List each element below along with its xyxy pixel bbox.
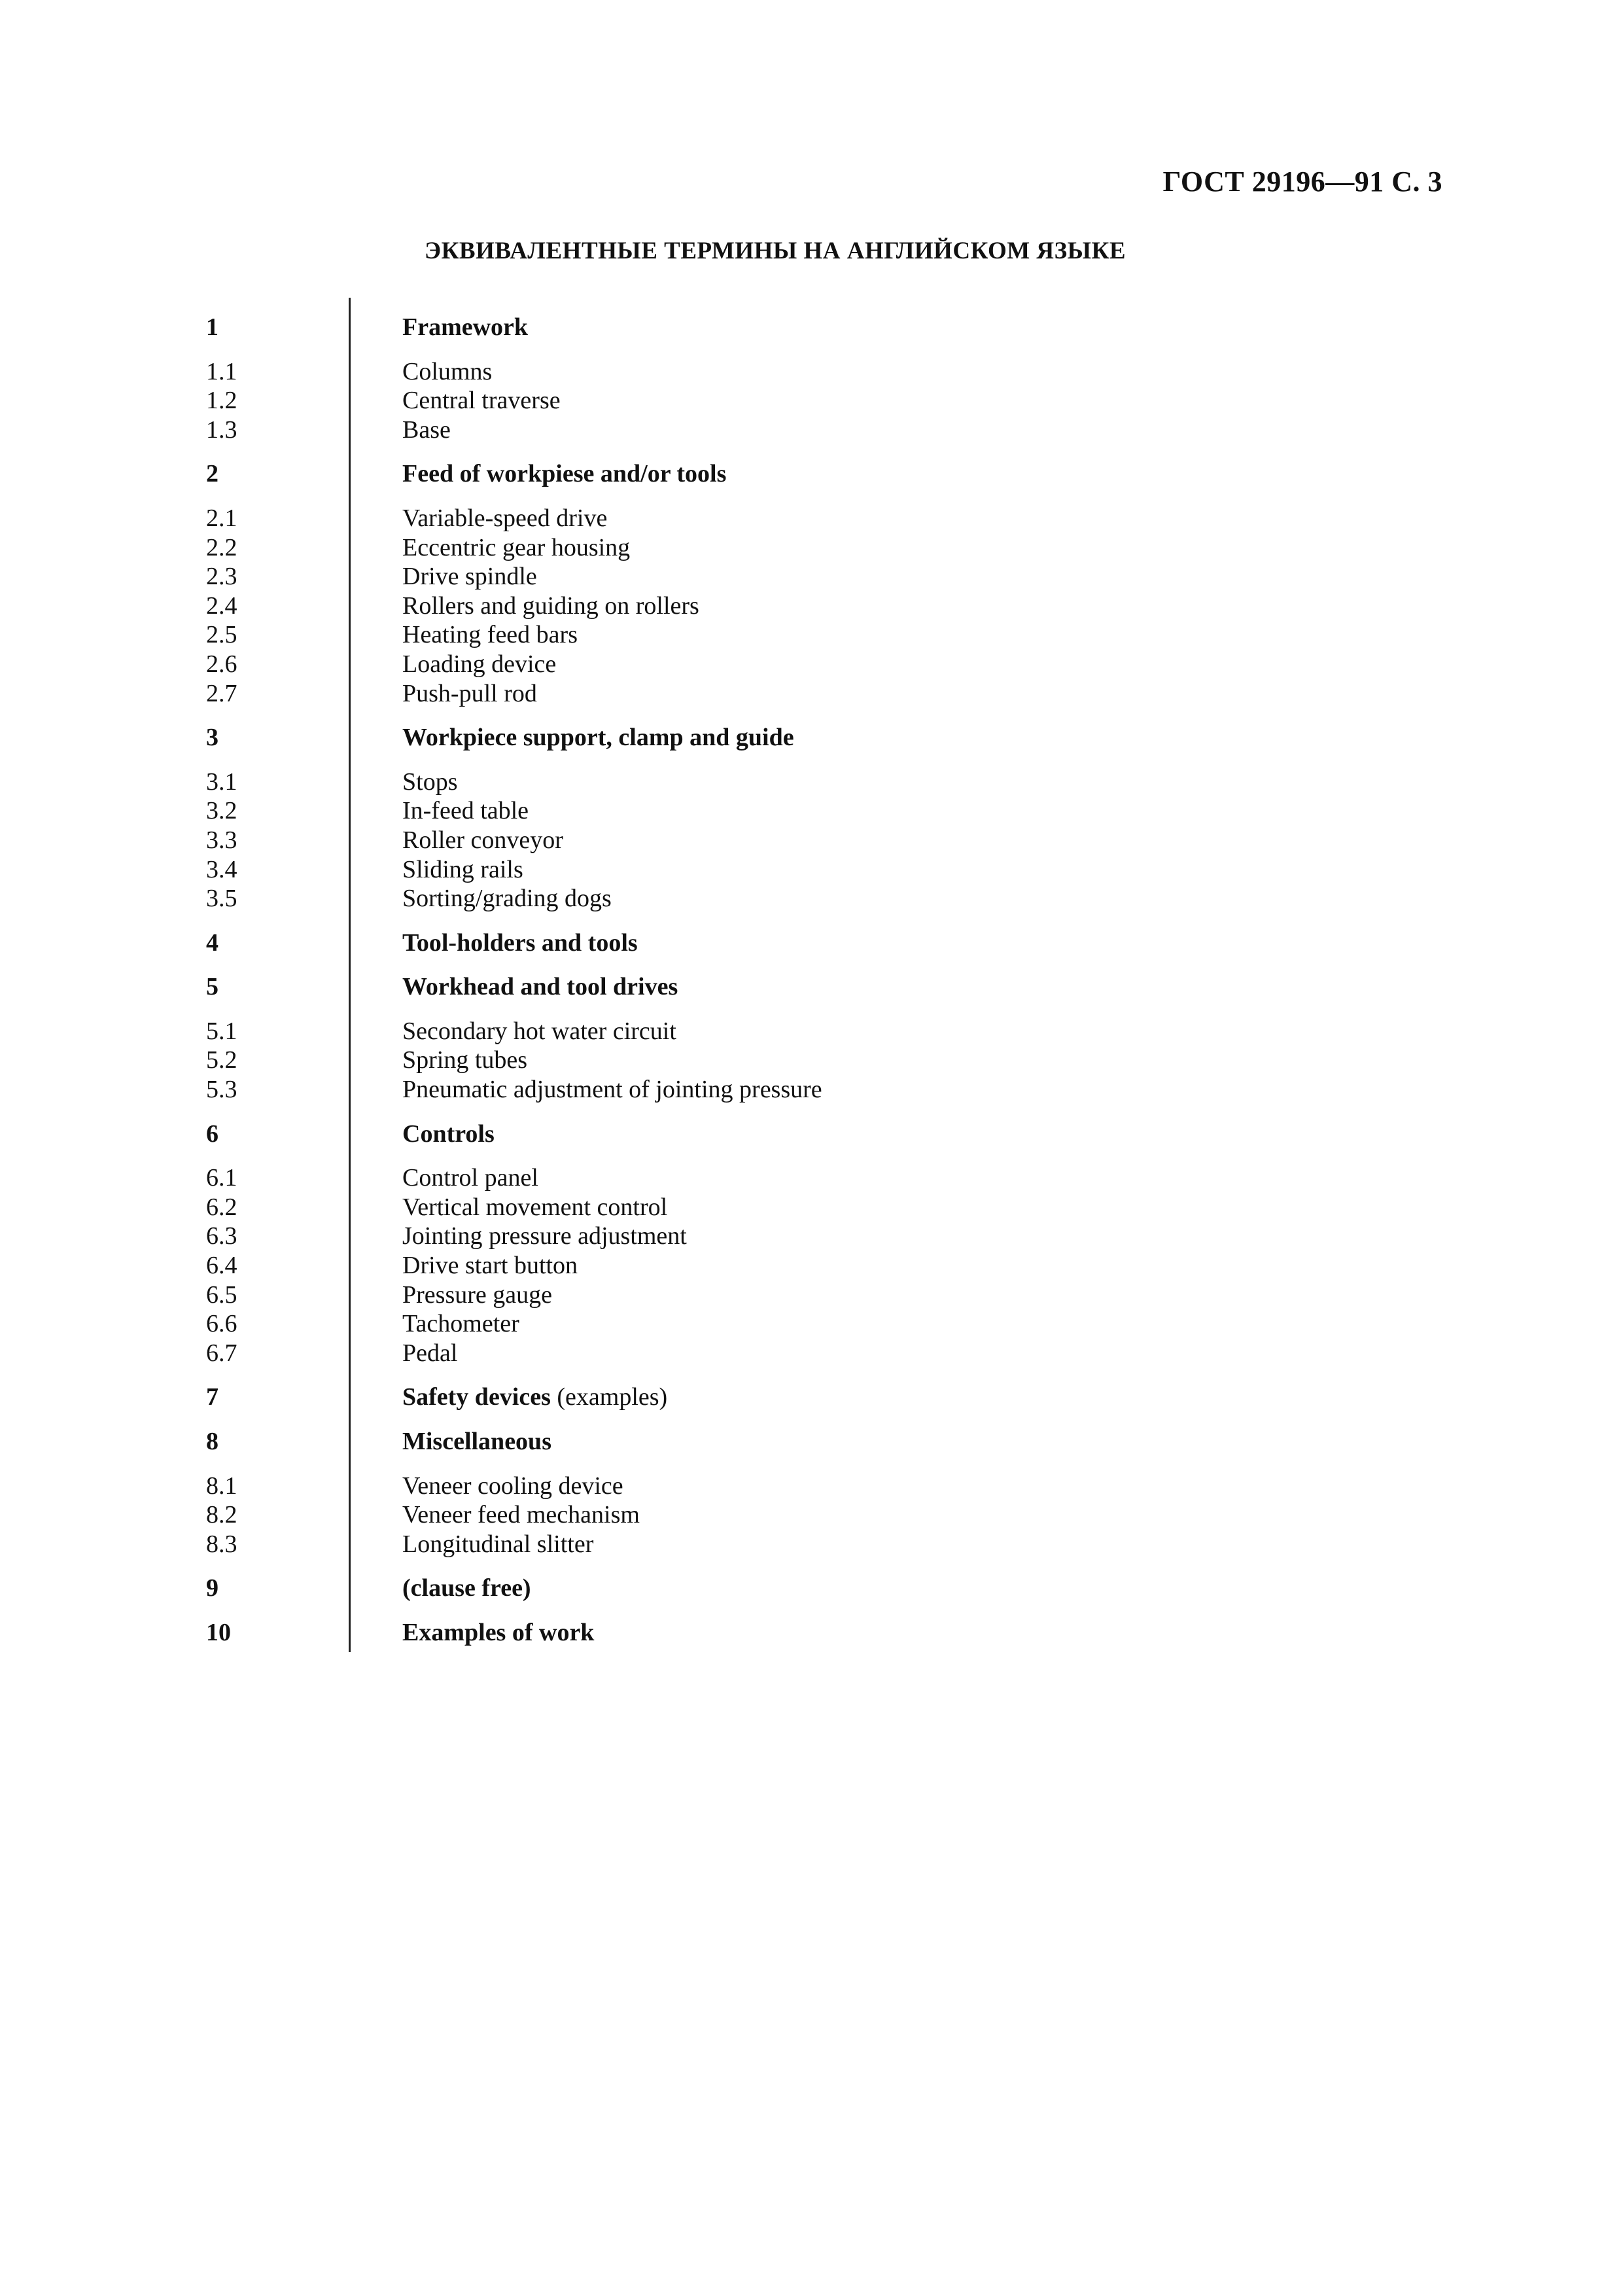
term-text: Roller conveyor (402, 826, 563, 854)
section-row (206, 1383, 1384, 1412)
term-row (206, 415, 1384, 445)
term-row (206, 1193, 1384, 1222)
term-row (206, 357, 1384, 387)
term-label (402, 1500, 1384, 1530)
term-text: Safety devices (402, 1383, 551, 1411)
section-row (206, 1574, 1384, 1603)
term-text: Pressure gauge (402, 1280, 552, 1309)
term-number: 2.7 (206, 679, 237, 707)
term-label (402, 1163, 1384, 1193)
term-row (206, 1472, 1384, 1501)
term-label (402, 620, 1384, 650)
term-number: 5.3 (206, 1076, 237, 1104)
term-row (206, 826, 1384, 855)
term-text: Veneer feed mechanism (402, 1501, 640, 1529)
term-label (402, 1309, 1384, 1339)
term-number: 3.1 (206, 768, 237, 796)
term-row (206, 1075, 1384, 1104)
term-number: 3.3 (206, 826, 237, 854)
term-number: 3.5 (206, 885, 237, 913)
section-row (206, 1120, 1384, 1149)
term-label (402, 796, 1384, 826)
term-number: 2.5 (206, 621, 237, 649)
term-label (402, 768, 1384, 797)
term-label (402, 1075, 1384, 1104)
term-label (402, 533, 1384, 563)
term-label (402, 884, 1384, 913)
term-number: 5.1 (206, 1017, 237, 1045)
term-row (206, 1339, 1384, 1368)
document-title: ЭКВИВАЛЕНТНЫЕ ТЕРМИНЫ НА АНГЛИЙСКОМ ЯЗЫКЕ (424, 238, 1126, 264)
term-number: 2.1 (206, 504, 237, 532)
term-label (402, 679, 1384, 709)
term-number: 2.2 (206, 533, 237, 561)
term-row (206, 386, 1384, 415)
term-label (402, 1193, 1384, 1222)
term-text: Base (402, 415, 451, 444)
term-label (402, 1222, 1384, 1251)
term-label (402, 1472, 1384, 1501)
term-row (206, 1163, 1384, 1193)
term-text: Secondary hot water circuit (402, 1017, 676, 1045)
term-text: Push-pull rod (402, 679, 537, 707)
term-row (206, 855, 1384, 885)
term-number: 1.2 (206, 387, 237, 415)
term-note: (examples) (557, 1383, 668, 1411)
term-text: Pneumatic adjustment of jointing pressure (402, 1076, 822, 1104)
term-text: Columns (402, 357, 493, 385)
term-number: 6.6 (206, 1310, 237, 1338)
term-row (206, 1251, 1384, 1280)
term-label (402, 1017, 1384, 1046)
term-number: 8 (206, 1428, 218, 1455)
term-number: 2.6 (206, 650, 237, 678)
term-label (402, 855, 1384, 885)
term-label (402, 1046, 1384, 1075)
section-row (206, 928, 1384, 958)
term-row (206, 504, 1384, 533)
term-label (402, 1383, 1384, 1412)
term-text: Veneer cooling device (402, 1472, 623, 1500)
term-number: 5.2 (206, 1046, 237, 1074)
term-number: 6.3 (206, 1222, 237, 1250)
terms-list (206, 298, 1384, 1648)
section-row (206, 313, 1384, 342)
term-text: Workpiece support, clamp and guide (402, 724, 794, 752)
term-text: Longitudinal slitter (402, 1530, 594, 1558)
term-label (402, 415, 1384, 445)
term-text: Vertical movement control (402, 1193, 668, 1221)
term-label (402, 826, 1384, 855)
term-text: Examples of work (402, 1618, 595, 1646)
term-label (402, 1280, 1384, 1310)
term-label (402, 928, 1384, 958)
section-row (206, 723, 1384, 752)
term-number: 1.1 (206, 357, 237, 385)
term-label (402, 1530, 1384, 1559)
term-row (206, 592, 1384, 621)
term-number: 4 (206, 928, 218, 957)
term-row (206, 1017, 1384, 1046)
term-row (206, 620, 1384, 650)
term-row (206, 533, 1384, 563)
term-number: 8.1 (206, 1472, 237, 1500)
term-number: 7 (206, 1383, 218, 1411)
term-label (402, 972, 1384, 1002)
term-number: 2.4 (206, 592, 237, 620)
term-text: Heating feed bars (402, 621, 578, 649)
term-number: 6 (206, 1120, 218, 1148)
term-number: 6.1 (206, 1164, 237, 1192)
term-text: Drive spindle (402, 563, 537, 591)
term-text: Feed of workpiese and/or tools (402, 460, 727, 488)
term-row (206, 679, 1384, 709)
term-row (206, 768, 1384, 797)
term-text: Sliding rails (402, 855, 523, 883)
term-text: Jointing pressure adjustment (402, 1222, 687, 1250)
section-row (206, 1618, 1384, 1648)
term-row (206, 796, 1384, 826)
term-label (402, 1618, 1384, 1648)
term-text: Workhead and tool drives (402, 973, 678, 1001)
term-row (206, 1309, 1384, 1339)
term-text: Tachometer (402, 1310, 519, 1338)
term-text: Eccentric gear housing (402, 533, 631, 561)
term-number: 3.2 (206, 797, 237, 825)
section-row (206, 972, 1384, 1002)
term-number: 2 (206, 460, 218, 488)
term-number: 1 (206, 313, 218, 341)
term-label (402, 313, 1384, 342)
term-number: 8.2 (206, 1501, 237, 1529)
term-text: Miscellaneous (402, 1428, 551, 1455)
term-text: Stops (402, 768, 458, 796)
term-text: Variable-speed drive (402, 504, 608, 532)
term-text: Sorting/grading dogs (402, 885, 612, 913)
column-divider (349, 298, 351, 1652)
term-label (402, 1339, 1384, 1368)
term-number: 8.3 (206, 1530, 237, 1558)
term-label (402, 386, 1384, 415)
term-text: Central traverse (402, 387, 561, 415)
section-row (206, 1427, 1384, 1457)
term-row (206, 562, 1384, 592)
term-number: 10 (206, 1618, 231, 1646)
term-number: 3.4 (206, 855, 237, 883)
term-number: 1.3 (206, 415, 237, 444)
term-number: 3 (206, 724, 218, 752)
term-number: 2.3 (206, 563, 237, 591)
term-label (402, 723, 1384, 752)
section-row (206, 459, 1384, 489)
term-label (402, 1251, 1384, 1280)
term-label (402, 592, 1384, 621)
term-text: Control panel (402, 1164, 538, 1192)
term-text: Spring tubes (402, 1046, 528, 1074)
term-label (402, 459, 1384, 489)
term-label (402, 504, 1384, 533)
term-text: Pedal (402, 1339, 458, 1367)
term-row (206, 1280, 1384, 1310)
term-text: Drive start button (402, 1252, 578, 1280)
page-header: ГОСТ 29196—91 С. 3 (1162, 166, 1442, 198)
term-number: 6.2 (206, 1193, 237, 1221)
term-number: 6.4 (206, 1252, 237, 1280)
term-number: 6.5 (206, 1280, 237, 1309)
term-label (402, 1427, 1384, 1457)
term-text: Controls (402, 1120, 495, 1148)
term-text: Framework (402, 313, 529, 341)
term-label (402, 1574, 1384, 1603)
term-label (402, 562, 1384, 592)
term-row (206, 1046, 1384, 1075)
term-number: 9 (206, 1574, 218, 1602)
term-label (402, 650, 1384, 679)
term-number: 5 (206, 973, 218, 1001)
term-label (402, 357, 1384, 387)
term-text: (clause free) (402, 1574, 531, 1602)
term-label (402, 1120, 1384, 1149)
term-row (206, 1500, 1384, 1530)
term-text: Tool-holders and tools (402, 928, 638, 957)
term-row (206, 650, 1384, 679)
term-row (206, 884, 1384, 913)
term-text: In-feed table (402, 797, 529, 825)
term-row (206, 1530, 1384, 1559)
term-text: Loading device (402, 650, 557, 678)
term-number: 6.7 (206, 1339, 237, 1367)
term-row (206, 1222, 1384, 1251)
term-text: Rollers and guiding on rollers (402, 592, 699, 620)
